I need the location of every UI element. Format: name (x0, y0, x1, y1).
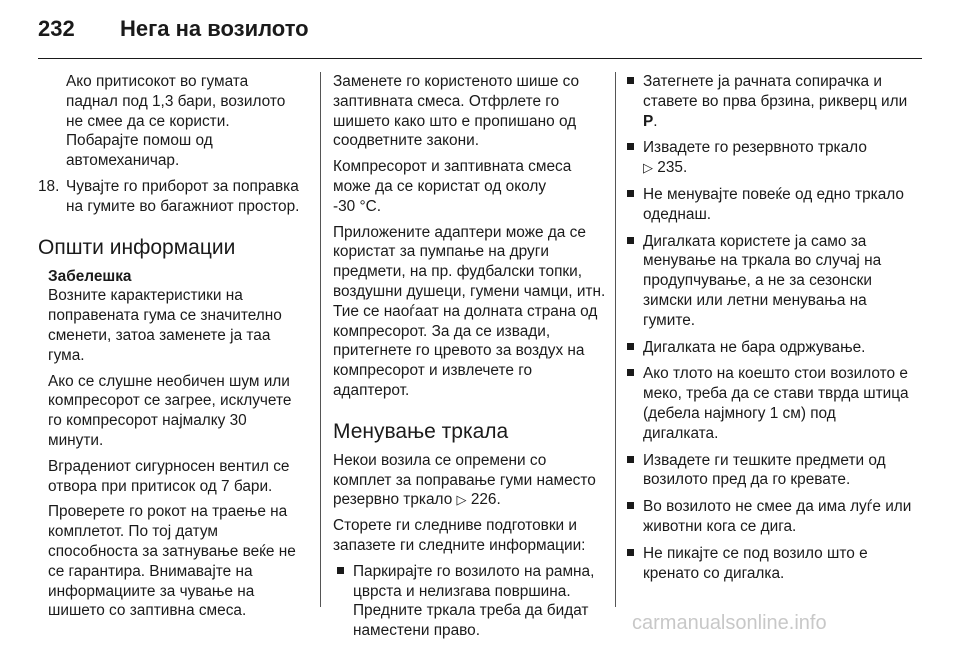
section-heading-general-info: Општи информации (38, 235, 236, 259)
list-item-text: Затегнете ја рачната сопирачка и ставете во прва брзина, рикверц или (643, 73, 908, 110)
list-item (623, 72, 913, 131)
list-item (623, 185, 913, 225)
gear-letter: P (643, 112, 654, 130)
bullet-square-icon (627, 190, 634, 197)
column-divider-right (615, 72, 616, 607)
bullet-square-icon (337, 567, 344, 574)
list-item-text: Паркирајте го возилото на рамна, цврста и нелизгава површина. Предните тркала треба да бидат наместени право. (353, 562, 595, 640)
paragraph (333, 157, 608, 216)
step-18 (38, 177, 304, 217)
temperature-value: -30 °C. (333, 197, 382, 215)
list-item (623, 451, 913, 491)
column-divider-left (320, 72, 321, 607)
list-item (623, 338, 913, 358)
header-rule (38, 58, 922, 59)
page-number: 232 (38, 16, 75, 41)
list-item (623, 232, 913, 331)
bullet-square-icon (627, 77, 634, 84)
list-item-text: Во возилото не смее да има луѓе или животни кога се дига. (643, 498, 912, 535)
note-paragraph: Возните карактеристики на поправената гума се значително сменети, затоа заменете ја таа гума. (48, 287, 282, 364)
bullet-square-icon (627, 456, 634, 463)
paragraph (333, 451, 608, 510)
list-item-text: Ако тлото на коешто стои возилото е меко, треба да се стави тврда штица (дебела најмногу 1 см) под дигалката. (643, 365, 909, 442)
note-label: Забелешка (48, 267, 132, 285)
list-item (623, 544, 913, 584)
bullet-square-icon (627, 237, 634, 244)
bullet-square-icon (627, 143, 634, 150)
list-item (623, 497, 913, 537)
list-item-text: Извадете го резервното тркало (643, 139, 867, 157)
bullet-square-icon (627, 502, 634, 509)
paragraph: Приложените адаптери може да се користат за пумпање на други предмети, на пр. фудбалски топки, воздушни душеци, гумени чамци, итн. Тие се наоѓаат на долната страна од компресорот. За да се извади, притегнете го цревото за воздух на компресорот и извлечете го адаптерот. (333, 223, 606, 399)
note-block (38, 267, 304, 622)
list-item-text: Дигалката не бара одржување. (643, 338, 866, 356)
watermark: carmanualsonline.info (632, 612, 827, 634)
list-item-punctuation: . (653, 112, 658, 130)
list-item-text: Дигалката користете ја само за менување на тркала во случај на продупчување, а не за сезонски зимски или летни менувања на гумите. (643, 232, 882, 329)
bullet-square-icon (627, 343, 634, 350)
note-paragraph: Проверете го рокот на траење на комплетот. По тој датум способноста за затнување веќе не се гарантира. Внимавајте на информациите за чување на шишето со заптивна смеса. (48, 503, 296, 620)
list-item-text: Не менувајте повеќе од едно тркало одеднаш. (643, 185, 904, 223)
column-middle (333, 72, 608, 648)
section-heading-wheel-change: Менување тркала (333, 419, 509, 443)
paragraph-text: Некои возила се опремени со комплет за поправање гуми наместо резервно тркало (333, 451, 596, 509)
column-right (623, 72, 913, 590)
paragraph: Сторете ги следниве подготовки и запазете ги следните информации: (333, 517, 586, 554)
page-reference[interactable]: 226. (470, 491, 501, 509)
column-left (38, 72, 304, 627)
note-paragraph: Вградениот сигурносен вентил се отвора при притисок од 7 бари. (48, 457, 290, 495)
step-text: Чувајте го приборот за поправка на гумите во багажниот простор. (66, 177, 300, 215)
list-item (623, 364, 913, 443)
page-ref-arrow-icon: ▷ (643, 160, 653, 176)
list-item (623, 138, 913, 178)
step-number: 18. (38, 177, 60, 195)
list-item-text: Извадете ги тешките предмети од возилото пред да го кревате. (643, 451, 886, 489)
page-reference[interactable]: 235. (657, 159, 688, 177)
list-item (333, 562, 608, 641)
paragraph-text: Компресорот и заптивната смеса може да се користат од околу (333, 158, 572, 195)
note-paragraph: Ако се слушне необичен шум или компресорот се загрее, исклучете го компресорот најмалку 30 минути. (48, 372, 292, 449)
bullet-square-icon (627, 369, 634, 376)
page-ref-arrow-icon: ▷ (456, 492, 467, 508)
list-item-text: Не пикајте се под возило што е кренато со дигалка. (643, 544, 868, 582)
continued-step-text: Ако притисокот во гумата паднал под 1,3 бари, возилото не смее да се користи. Побарајте помош од автомеханичар. (66, 73, 286, 170)
paragraph: Заменете го користеното шише со заптивната смеса. Отфрлете го шишето како што е пропишано од соодветните закони. (333, 73, 580, 150)
bullet-square-icon (627, 549, 634, 556)
page-title: Нега на возилото (120, 16, 309, 41)
